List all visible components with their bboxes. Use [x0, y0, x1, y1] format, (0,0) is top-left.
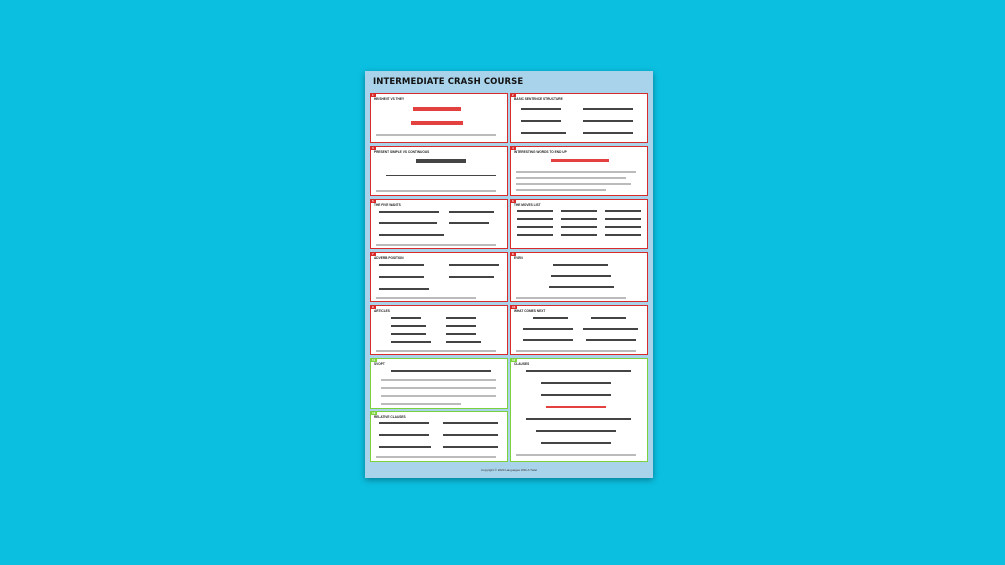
text-line: [376, 244, 496, 246]
text-line: [517, 210, 553, 212]
poster-title: INTERMEDIATE CRASH COURSE: [373, 77, 524, 87]
panel-present-simple: [370, 146, 508, 196]
text-line: [583, 120, 633, 122]
text-line: [533, 317, 568, 319]
text-line: [516, 454, 636, 456]
panel-badge: 11: [372, 358, 376, 362]
panel-badge: 9: [372, 305, 374, 309]
panel-title: SVOPT: [374, 362, 385, 366]
panel-what-comes-next: [510, 305, 648, 355]
text-line: [516, 350, 636, 352]
text-line: [376, 456, 496, 458]
text-line: [521, 132, 566, 134]
text-line: [443, 422, 498, 424]
panel-title: RELATIVE CLAUSES: [374, 415, 406, 419]
text-line: [551, 275, 611, 277]
text-line: [583, 328, 638, 330]
text-line: [521, 120, 561, 122]
panel-he-she-it: [370, 93, 508, 143]
text-line: [561, 226, 597, 228]
text-line: [583, 108, 633, 110]
text-line: [381, 387, 496, 389]
text-line: [391, 370, 491, 372]
text-line: [416, 159, 466, 163]
text-line: [391, 333, 426, 335]
text-line: [376, 190, 496, 192]
text-line: [446, 341, 481, 343]
text-line: [516, 171, 636, 173]
text-line: [379, 222, 437, 224]
text-line: [605, 226, 641, 228]
panel-title: CLAUSES: [514, 362, 530, 366]
text-line: [541, 442, 611, 444]
text-line: [449, 276, 494, 278]
panel-badge: 10: [512, 305, 516, 309]
panel-adverb-position: [370, 252, 508, 302]
panel-title: THE MOVES LIST: [514, 203, 541, 207]
text-line: [591, 317, 626, 319]
panel-title: BASIC SENTENCE STRUCTURE: [514, 97, 563, 101]
text-line: [411, 121, 463, 125]
text-line: [379, 211, 439, 213]
text-line: [586, 339, 636, 341]
text-line: [605, 218, 641, 220]
text-line: [391, 341, 431, 343]
text-line: [379, 422, 429, 424]
text-line: [443, 446, 498, 448]
text-line: [517, 218, 553, 220]
panel-moves-list: [510, 199, 648, 249]
text-line: [379, 446, 431, 448]
text-line: [541, 394, 611, 396]
text-line: [449, 211, 494, 213]
text-line: [526, 418, 631, 420]
text-line: [376, 297, 476, 299]
text-line: [379, 264, 424, 266]
text-line: [376, 134, 496, 136]
panel-title: HE/SHE/IT VS THEY: [374, 97, 405, 101]
text-line: [583, 132, 633, 134]
text-line: [517, 234, 553, 236]
panel-title: ARTICLES: [374, 309, 390, 313]
text-line: [605, 234, 641, 236]
text-line: [541, 382, 611, 384]
text-line: [391, 325, 426, 327]
panel-badge: 8: [512, 252, 514, 256]
text-line: [443, 434, 498, 436]
panel-sentence-structure: [510, 93, 648, 143]
text-line: [446, 317, 476, 319]
panel-badge: 2: [512, 93, 514, 97]
panel-even: [510, 252, 648, 302]
text-line: [523, 328, 573, 330]
text-line: [561, 234, 597, 236]
text-line: [546, 406, 606, 408]
panel-svopt: [370, 358, 508, 409]
text-line: [381, 379, 496, 381]
text-line: [449, 264, 499, 266]
text-line: [516, 183, 631, 185]
text-line: [386, 175, 496, 176]
text-line: [536, 430, 616, 432]
text-line: [516, 297, 626, 299]
text-line: [381, 403, 461, 405]
cheat-sheet-poster: [365, 71, 653, 478]
text-line: [446, 333, 476, 335]
panel-title: PRESENT SIMPLE VS CONTINUOUS: [374, 150, 430, 154]
text-line: [379, 434, 429, 436]
text-line: [551, 159, 609, 162]
text-line: [449, 222, 489, 224]
text-line: [523, 339, 573, 341]
panel-badge: 6: [512, 199, 514, 203]
panel-articles: [370, 305, 508, 355]
panel-badge: 13: [372, 411, 376, 415]
panel-badge: 1: [372, 93, 374, 97]
text-line: [516, 189, 606, 191]
text-line: [391, 317, 421, 319]
text-line: [517, 226, 553, 228]
panel-title: ADVERB POSITION: [374, 256, 404, 260]
text-line: [379, 276, 424, 278]
panel-clauses: [510, 358, 648, 462]
panel-badge: 12: [512, 358, 516, 362]
text-line: [379, 288, 429, 290]
text-line: [549, 286, 614, 288]
text-line: [521, 108, 561, 110]
text-line: [379, 234, 444, 236]
panel-badge: 4: [512, 146, 514, 150]
panel-title: INTERESTING WORDS TO END UP: [514, 150, 567, 154]
text-line: [376, 350, 496, 352]
panel-badge: 5: [372, 199, 374, 203]
text-line: [381, 395, 496, 397]
text-line: [605, 210, 641, 212]
text-line: [561, 218, 597, 220]
text-line: [446, 325, 476, 327]
panel-five-wants: [370, 199, 508, 249]
poster-footer: Copyright © 2020 Languages With A Twist: [480, 468, 538, 472]
panel-title: EVEN: [514, 256, 523, 260]
panel-badge: 3: [372, 146, 374, 150]
text-line: [561, 210, 597, 212]
text-line: [526, 370, 631, 372]
panel-relative-clauses: [370, 411, 508, 462]
text-line: [516, 177, 626, 179]
panel-title: THE FIVE WANTS: [374, 203, 401, 207]
panel-end-up: [510, 146, 648, 196]
text-line: [553, 264, 608, 266]
panel-badge: 7: [372, 252, 374, 256]
panel-title: WHAT COMES NEXT: [514, 309, 546, 313]
text-line: [413, 107, 461, 111]
